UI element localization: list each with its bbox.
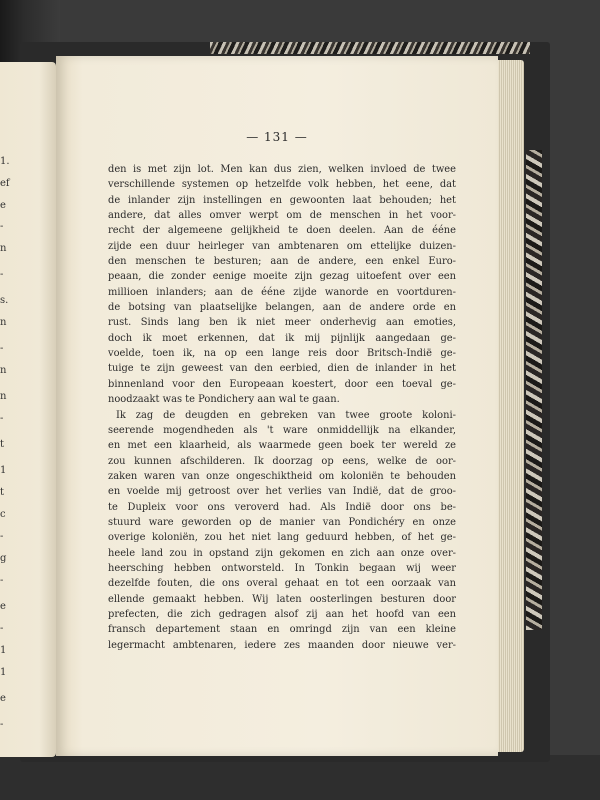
text-line: tuige te zijn geweest van den eerbied, dien de inlander in het: [108, 363, 456, 375]
text-line: verschillende systemen op hetzelfde volk hebben, het eene, dat: [108, 179, 456, 191]
text-line: Ik zag de deugden en gebreken van twee groote koloni-: [116, 409, 456, 421]
previous-page-fragment: -: [0, 269, 4, 280]
text-line: rust. Sinds lang ben ik niet meer onderhevig aan emoties,: [108, 317, 456, 329]
text-line: noodzaakt was te Pondichery aan wal te gaan.: [108, 394, 340, 406]
marbled-cover-right: [526, 150, 542, 630]
text-line: andere, dat alles omver werpt om de menschen in het voor-: [108, 210, 456, 222]
text-line: binnenland voor den Europeaan koestert, door een toeval ge-: [108, 378, 456, 390]
text-line: en voelde mij getroost over het verlies van Indië, dat de groo-: [108, 486, 456, 498]
previous-page-fragment: n: [0, 317, 7, 328]
previous-page-fragment: n: [0, 243, 7, 254]
text-line: prefecten, die zich gedragen alsof zij aan het hoofd van een: [108, 608, 456, 620]
previous-page-fragment: g: [0, 553, 7, 564]
previous-page-text-fragments: [0, 62, 14, 757]
text-line: de botsing van plaatselijke belangen, aan de andere orde en: [108, 302, 456, 314]
text-line: te Dupleix voor ons veroverd had. Als Indië door ons be-: [108, 501, 456, 513]
book-page: [56, 56, 498, 756]
previous-page: [0, 62, 56, 757]
previous-page-fragment: -: [0, 343, 4, 354]
previous-page-fragment: -: [0, 531, 4, 542]
text-line: zaken waren van onze ongeschiktheid om koloniën te behouden: [108, 470, 456, 482]
text-line: heele land zou in opstand zijn gekomen en zich aan onze over-: [108, 547, 456, 559]
previous-page-fragment: -: [0, 221, 4, 232]
text-line: zou kunnen afschilderen. Ik doorzag op eens, welke de oor-: [108, 455, 456, 467]
page-body-text: [108, 162, 456, 653]
previous-page-fragment: -: [0, 623, 4, 634]
text-line: de inlander zijn instellingen en gewoonten laat behouden; het: [108, 194, 456, 206]
text-line: ellende gemaakt hebben. Wij laten oosterlingen besturen door: [108, 593, 456, 605]
previous-page-fragment: 1: [0, 465, 7, 476]
previous-page-fragment: 1: [0, 645, 7, 656]
previous-page-fragment: ef: [0, 178, 10, 189]
text-line: den menschen te besturen; aan de andere, een enkel Euro-: [108, 256, 456, 268]
previous-page-fragment: e: [0, 693, 6, 704]
text-line: overige koloniën, zou het niet lang geduurd hebben, of het ge-: [108, 532, 456, 544]
text-line: den is met zijn lot. Men kan dus zien, welken invloed de twee: [108, 164, 456, 175]
text-line: seerende mogendheden als 't ware onmiddellijk na elkander,: [108, 424, 456, 436]
previous-page-fragment: t: [0, 439, 5, 450]
text-line: millioen inlanders; aan de ééne zijde wanorde en voortduren-: [108, 286, 456, 298]
previous-page-fragment: n: [0, 365, 7, 376]
previous-page-fragment: n: [0, 391, 7, 402]
page-number: — 131 —: [246, 130, 308, 144]
marbled-cover-top: [210, 42, 530, 54]
text-line: heersching hebben ontworsteld. In Tonkin begaan wij weer: [108, 562, 456, 574]
text-line: legermacht ambtenaren, iedere zes maanden door nieuwe ver-: [108, 639, 456, 651]
previous-page-fragment: e: [0, 200, 6, 211]
previous-page-fragment: -: [0, 413, 4, 424]
previous-page-fragment: c: [0, 509, 6, 520]
text-line: zijde een duur heirleger van ambtenaren om ettelijke duizen-: [108, 240, 456, 252]
text-line: voelde, toen ik, na op een lange reis door Britsch-Indië ge-: [108, 348, 456, 360]
previous-page-fragment: t: [0, 487, 5, 498]
previous-page-fragment: 1.: [0, 156, 10, 167]
text-line: peaan, die zonder eenige moeite zijn gezag uitoefent over een: [108, 271, 456, 283]
text-line: stuurd ware geworden op de manier van Pondichéry en onze: [108, 516, 456, 528]
previous-page-fragment: -: [0, 575, 4, 586]
text-line: doch ik moet erkennen, dat ik mij pijnlijk aangedaan ge-: [108, 332, 456, 344]
previous-page-fragment: 1: [0, 667, 7, 678]
text-line: dezelfde fouten, die ons overal gehaat en tot een oorzaak van: [108, 578, 456, 590]
text-line: en met een klaarheid, als waarmede geen boek ter wereld ze: [108, 440, 456, 452]
text-line: fransch departement staan en omringd zijn van een kleine: [108, 624, 456, 636]
text-line: recht der algemeene gelijkheid te doen deelen. Aan de ééne: [108, 225, 456, 237]
previous-page-fragment: e: [0, 601, 6, 612]
previous-page-fragment: -: [0, 719, 4, 730]
previous-page-fragment: s.: [0, 295, 9, 306]
